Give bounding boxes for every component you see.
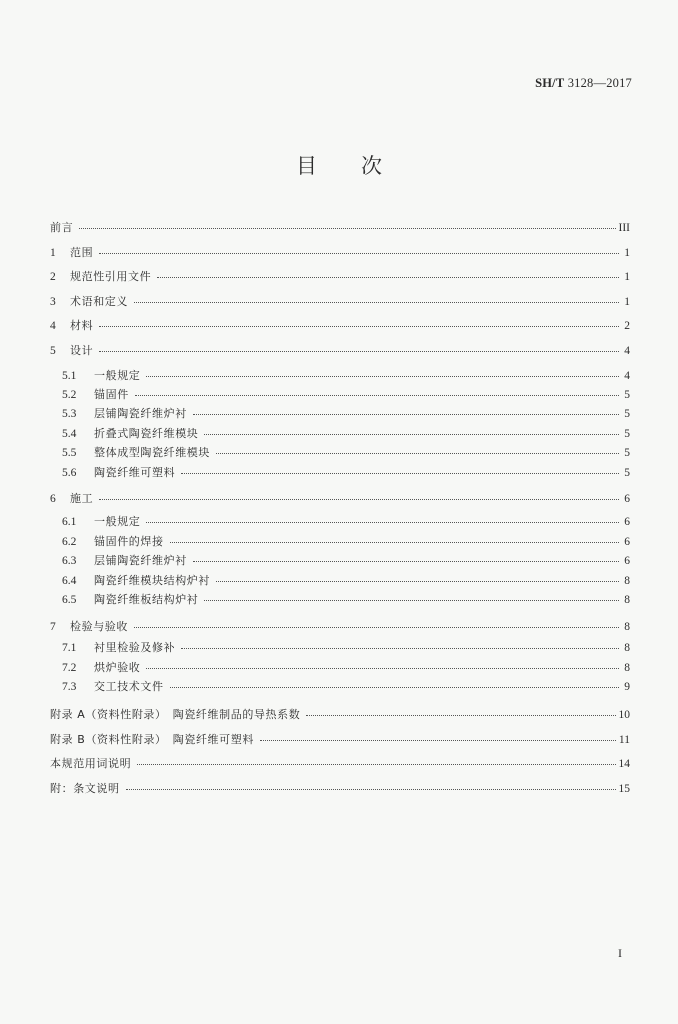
toc-entry[interactable] (50, 618, 630, 636)
toc-entry-title: 交工技术文件 (94, 680, 164, 693)
toc-leader-dots (135, 395, 619, 396)
toc-entry-page: 9 (624, 681, 630, 693)
toc-entry-page: 8 (624, 621, 630, 633)
toc-entry-number: 5.6 (62, 467, 77, 479)
toc-entry-page: 5 (624, 408, 630, 420)
toc-entry[interactable] (62, 405, 630, 423)
toc-entry-page: 14 (618, 758, 630, 770)
toc-entry-number: 6.2 (62, 536, 77, 548)
toc-entry-title: 陶瓷纤维模块结构炉衬 (94, 574, 210, 587)
toc-leader-dots (126, 789, 616, 790)
toc-entry[interactable] (62, 386, 630, 404)
toc-leader-dots (170, 687, 619, 688)
toc-entry-title: 一般规定 (94, 515, 141, 528)
toc-entry[interactable] (62, 464, 630, 482)
toc-entry-page: 6 (624, 536, 630, 548)
toc-entry-page: 6 (624, 555, 630, 567)
toc-entry-page: 8 (624, 594, 630, 606)
toc-entry[interactable] (62, 367, 630, 385)
toc-entry-number: 7 (50, 621, 56, 633)
toc-entry-title: 检验与验收 (70, 620, 128, 633)
standard-code-prefix: SH/T (535, 76, 565, 90)
toc-entry[interactable] (62, 425, 630, 443)
toc-entry-title: 层铺陶瓷纤维炉衬 (94, 554, 187, 567)
toc-entry-title: 施工 (70, 492, 94, 505)
toc-entry-number: 4 (50, 320, 56, 332)
toc-leader-dots (216, 581, 619, 582)
toc-entry[interactable] (62, 513, 630, 531)
toc-entry-number: 5.3 (62, 408, 77, 420)
toc-entry-page: 8 (624, 575, 630, 587)
page-title: 目次 (296, 154, 426, 178)
toc-entry-title: 术语和定义 (70, 295, 128, 308)
toc-entry-title: 整体成型陶瓷纤维模块 (94, 446, 210, 459)
toc-entry-number: 5.5 (62, 447, 77, 459)
toc-entry-number: 5 (50, 345, 56, 357)
toc-entry-page: 15 (618, 783, 630, 795)
toc-entry-page: 6 (624, 516, 630, 528)
toc-leader-dots (193, 561, 619, 562)
toc-entry-title: 附：条文说明 (50, 782, 120, 795)
toc-leader-dots (181, 473, 619, 474)
toc-entry-page: 5 (624, 447, 630, 459)
toc-entry-page: 1 (624, 296, 630, 308)
toc-entry-number: 5.2 (62, 389, 77, 401)
toc-entry[interactable] (50, 342, 630, 360)
toc-entry-title: 陶瓷纤维板结构炉衬 (94, 593, 199, 606)
toc-entry[interactable] (50, 219, 630, 237)
toc-entry-page: 4 (624, 345, 630, 357)
toc-entry[interactable] (62, 678, 630, 696)
toc-entry-number: 7.3 (62, 681, 77, 693)
toc-leader-dots (146, 668, 619, 669)
toc-leader-dots (181, 648, 619, 649)
toc-leader-dots (79, 228, 615, 229)
toc-leader-dots (137, 764, 615, 765)
toc-entry-number: 5.1 (62, 370, 77, 382)
page-number: I (618, 946, 622, 960)
toc-leader-dots (99, 499, 619, 500)
toc-entry[interactable] (50, 244, 630, 262)
standard-code (535, 76, 632, 91)
toc-entry-page: III (618, 222, 630, 234)
toc-leader-dots (306, 715, 615, 716)
toc-leader-dots (216, 453, 619, 454)
toc-entry-title: 陶瓷纤维可塑料 (94, 466, 176, 479)
toc-leader-dots (204, 434, 619, 435)
standard-code-number: 3128—2017 (564, 76, 632, 90)
toc-entry[interactable] (62, 533, 630, 551)
toc-leader-dots (134, 627, 619, 628)
toc-leader-dots (99, 326, 619, 327)
toc-entry-page: 5 (624, 428, 630, 440)
toc-leader-dots (146, 376, 619, 377)
toc-entry-page: 10 (618, 709, 630, 721)
toc-entry-title: 前言 (50, 221, 74, 234)
toc-entry-number: 5.4 (62, 428, 77, 440)
toc-entry[interactable] (50, 780, 630, 798)
toc-entry-title: 衬里检验及修补 (94, 641, 176, 654)
toc-entry-number: 1 (50, 247, 56, 259)
toc-entry-number: 7.2 (62, 662, 77, 674)
toc-entry-title: 烘炉验收 (94, 661, 141, 674)
toc-entry[interactable] (62, 659, 630, 677)
toc-entry-page: 1 (624, 271, 630, 283)
toc-entry-title: 范围 (70, 246, 94, 259)
toc-entry-number: 6 (50, 493, 56, 505)
toc-leader-dots (193, 414, 619, 415)
toc-entry[interactable] (62, 591, 630, 609)
toc-entry[interactable] (50, 490, 630, 508)
toc-entry-title: 材料 (70, 319, 94, 332)
toc-entry[interactable] (50, 317, 630, 335)
toc-entry-title: 层铺陶瓷纤维炉衬 (94, 407, 187, 420)
toc-leader-dots (204, 600, 619, 601)
toc-entry-page: 1 (624, 247, 630, 259)
toc-entry-number: 3 (50, 296, 56, 308)
toc-entry-page: 11 (618, 734, 630, 746)
toc-entry[interactable] (50, 755, 630, 773)
toc-entry-title: 规范性引用文件 (70, 270, 152, 283)
toc-entry[interactable] (62, 572, 630, 590)
toc-entry-title: 本规范用词说明 (50, 757, 132, 770)
toc-entry-title: 锚固件 (94, 388, 129, 401)
toc-entry-number: 7.1 (62, 642, 77, 654)
toc-entry[interactable] (50, 706, 630, 724)
toc-entry-number: 6.5 (62, 594, 77, 606)
toc-entry-number: 6.1 (62, 516, 77, 528)
toc-leader-dots (146, 522, 619, 523)
toc-entry[interactable] (62, 552, 630, 570)
toc-entry[interactable] (50, 731, 630, 749)
toc-leader-dots (260, 740, 616, 741)
toc-leader-dots (134, 302, 619, 303)
toc-entry-title: 附录 A（资料性附录） 陶瓷纤维制品的导热系数 (50, 708, 301, 721)
toc-entry-number: 6.3 (62, 555, 77, 567)
toc-entry-page: 8 (624, 662, 630, 674)
toc-entry-number: 2 (50, 271, 56, 283)
toc-entry-page: 5 (624, 467, 630, 479)
toc-entry-page: 8 (624, 642, 630, 654)
toc-leader-dots (99, 253, 619, 254)
toc-entry[interactable] (50, 268, 630, 286)
toc-leader-dots (99, 351, 619, 352)
toc-leader-dots (157, 277, 619, 278)
toc-entry-page: 6 (624, 493, 630, 505)
toc-entry-title: 折叠式陶瓷纤维模块 (94, 427, 199, 440)
toc-entry[interactable] (62, 444, 630, 462)
toc-entry-title: 锚固件的焊接 (94, 535, 164, 548)
toc-entry-page: 2 (624, 320, 630, 332)
toc-entry-number: 6.4 (62, 575, 77, 587)
toc-entry-title: 附录 B（资料性附录） 陶瓷纤维可塑料 (50, 733, 254, 746)
toc-entry-page: 5 (624, 389, 630, 401)
toc-entry-title: 设计 (70, 344, 94, 357)
toc-entry-title: 一般规定 (94, 369, 141, 382)
toc-entry[interactable] (62, 639, 630, 657)
toc-entry-page: 4 (624, 370, 630, 382)
toc-leader-dots (170, 542, 619, 543)
toc-entry[interactable] (50, 293, 630, 311)
